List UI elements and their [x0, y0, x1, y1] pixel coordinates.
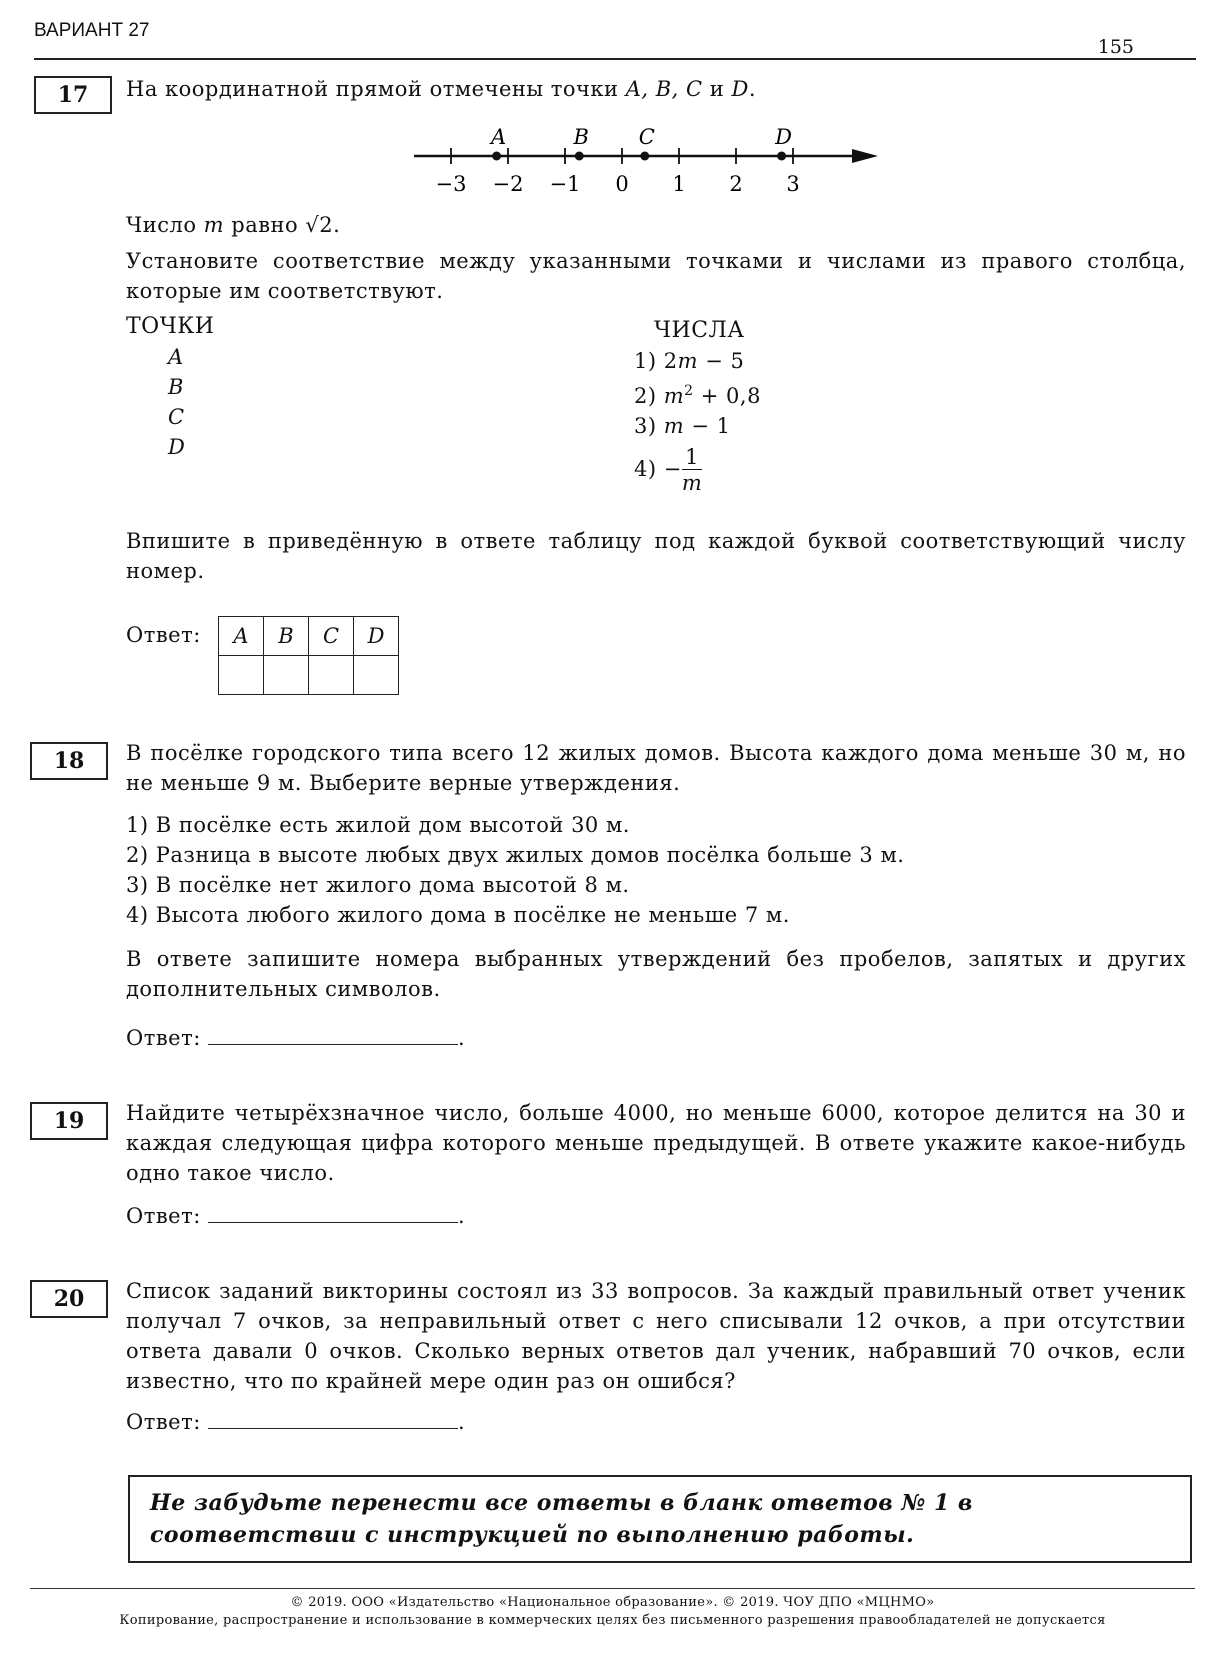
fraction: $\frac{1}{m}$	[681, 445, 703, 495]
task19-text: Найдите четырёхзначное число, больше 4000, но меньше 6000, которое делится на 30 и каждая следующая цифра которого меньше предыдущей. В ответе укажите какое-нибудь одно такое число.	[126, 1101, 1186, 1185]
number-line-tick-label: 0	[615, 172, 629, 196]
task17-instruction: Установите соответствие между указанными точками и числами из правого столбца, которые им соответствуют.	[126, 249, 1186, 303]
task18-items	[126, 810, 904, 930]
answer-field-19[interactable]	[208, 1200, 458, 1223]
option-2: 2) $m^2 + 0,8$	[634, 383, 761, 408]
number-line-point	[492, 152, 501, 161]
answer-table-17	[218, 616, 399, 695]
number-line-tick-label: −2	[492, 172, 524, 196]
number-line-point-label: C	[638, 125, 655, 149]
header-rule	[34, 58, 1196, 60]
answer-field-20[interactable]	[208, 1406, 458, 1429]
statement-item: 1) В посёлке есть жилой дом высотой 30 м.	[126, 813, 630, 837]
option-1: 1) 2m − 5	[634, 349, 745, 373]
answer-table-head: A	[219, 617, 264, 656]
number-line-point	[575, 152, 584, 161]
point-label: B	[168, 375, 184, 399]
answer-label-17: Ответ:	[126, 623, 201, 647]
number-line-tick-label: −3	[435, 172, 467, 196]
points-column-head: ТОЧКИ	[126, 314, 215, 339]
answer-line-19: Ответ: .	[126, 1200, 465, 1231]
answer-table-head: B	[264, 617, 309, 656]
number-line-tick-label: −1	[549, 172, 581, 196]
reminder-box	[128, 1475, 1192, 1563]
task-number-18: 18	[30, 742, 108, 780]
task20-text: Список заданий викторины состоял из 33 вопросов. За каждый правильный ответ ученик получал 7 очков, за неправильный ответ с него списывали 12 очков, а при отсутствии ответа давали 0 очков. Сколько верных ответов дал ученик, набравший 70 очков, если известно, что по крайней мере один раз он ошибся?	[126, 1279, 1186, 1393]
answer-cell-a[interactable]	[219, 656, 264, 695]
variant-title: ВАРИАНТ 27	[34, 20, 150, 41]
answer-line-20: Ответ: .	[126, 1406, 465, 1437]
point-label: D	[168, 435, 186, 459]
statement-item: 2) Разница в высоте любых двух жилых домов посёлка больше 3 м.	[126, 843, 905, 867]
footer-rule	[30, 1588, 1195, 1589]
answer-field-18[interactable]	[208, 1022, 458, 1045]
point-label: A	[168, 345, 184, 369]
task-number-19: 19	[30, 1102, 108, 1140]
task17-given: Число m равно √2.	[126, 213, 341, 237]
statement-item: 4) Высота любого жилого дома в посёлке не меньше 7 м.	[126, 903, 790, 927]
number-line-point-label: A	[491, 125, 507, 149]
answer-cell-c[interactable]	[309, 656, 354, 695]
statement-item: 3) В посёлке нет жилого дома высотой 8 м.	[126, 873, 630, 897]
numbers-column-head: ЧИСЛА	[654, 318, 745, 343]
numbers-list	[634, 346, 761, 496]
reminder-text: Не забудьте перенести все ответы в бланк ответов № 1 в соответствии с инструкцией по выполнению работы.	[150, 1490, 973, 1548]
copyright-notice: Копирование, распространение и использование в коммерческих целях без письменного разрешения правообладателей не допускается	[119, 1613, 1106, 1628]
page-number: 155	[1097, 36, 1134, 58]
task-number-17: 17	[34, 76, 112, 114]
task17-intro: На координатной прямой отмечены точки A, B, C и D.	[126, 77, 756, 101]
task18-text: В посёлке городского типа всего 12 жилых домов. Высота каждого дома меньше 30 м, но не меньше 9 м. Выберите верные утверждения.	[126, 741, 1186, 795]
point-label: C	[168, 405, 185, 429]
points-list	[168, 342, 185, 462]
number-line-tick-label: 1	[672, 172, 686, 196]
task17-write-instruction: Впишите в приведённую в ответе таблицу под каждой буквой соответствующий числу номер.	[126, 529, 1186, 583]
number-line-point	[640, 152, 649, 161]
option-4: 4) − $\frac{1}{m}$	[634, 445, 703, 495]
number-line-point-label: D	[775, 125, 793, 149]
answer-line-18: Ответ: .	[126, 1022, 465, 1053]
answer-cell-b[interactable]	[264, 656, 309, 695]
arrow-right-icon	[852, 149, 878, 163]
number-line-tick-label: 3	[786, 172, 800, 196]
answer-table-head: C	[309, 617, 354, 656]
number-line-tick-label: 2	[729, 172, 743, 196]
copyright-line: © 2019. ООО «Издательство «Национальное образование». © 2019. ЧОУ ДПО «МЦНМО»	[290, 1595, 935, 1610]
option-3: 3) m − 1	[634, 414, 731, 438]
task-number-20: 20	[30, 1280, 108, 1318]
task18-note: В ответе запишите номера выбранных утверждений без пробелов, запятых и других дополнительных символов.	[126, 947, 1186, 1001]
answer-cell-d[interactable]	[354, 656, 399, 695]
number-line	[400, 118, 880, 208]
answer-table-head: D	[354, 617, 399, 656]
number-line-point	[777, 152, 786, 161]
number-line-point-label: B	[573, 125, 589, 149]
